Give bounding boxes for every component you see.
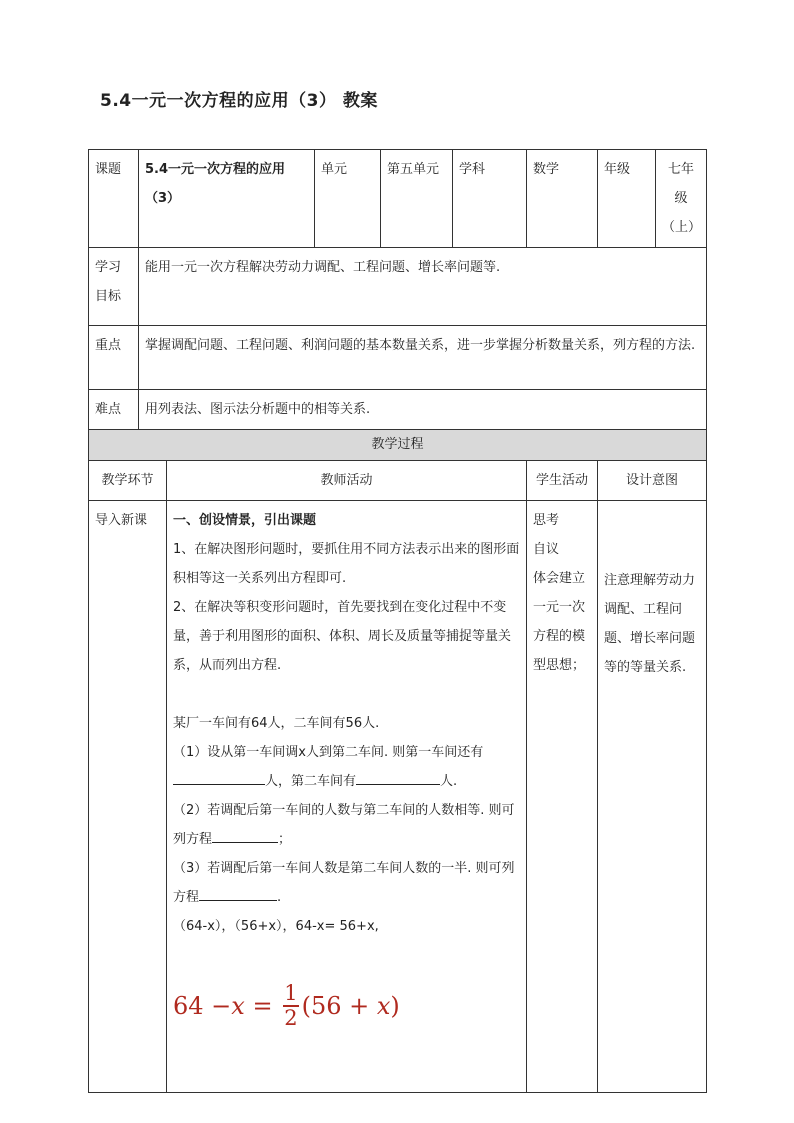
info-row	[89, 150, 707, 248]
goal-label	[89, 248, 139, 326]
design-text: 注意理解劳动力调配、工程问题、增长率问题等的等量关系.	[604, 573, 696, 675]
q2-end: ；	[278, 832, 292, 847]
difficulty-text: 用列表法、图示法分析题中的相等关系.	[139, 390, 707, 430]
document-title: 5.4一元一次方程的应用（3） 教案	[100, 91, 378, 111]
process-band: 教学过程	[89, 430, 707, 461]
process-band-row	[89, 430, 707, 461]
column-header-row	[89, 461, 707, 501]
q3-text: （3）若调配后第一车间人数是第二车间人数的一半. 则可列方程	[173, 861, 515, 905]
topic-value: 5.4一元一次方程的应用（3）	[139, 150, 315, 248]
formula-eq: =	[244, 992, 281, 1020]
col-teacher-header: 教师活动	[167, 461, 527, 501]
blank-1[interactable]	[173, 770, 265, 785]
unit-label: 单元	[315, 150, 381, 248]
subject-value: 数学	[527, 150, 598, 248]
col-stage-header: 教学环节	[89, 461, 167, 501]
teacher-p1: 1、在解决图形问题时，要抓住用不同方法表示出来的图形面积相等这一关系列出方程即可.	[173, 542, 520, 586]
q2-text: （2）若调配后第一车间的人数与第二车间的人数相等. 则可列方程	[173, 803, 515, 847]
formula-var: x	[231, 992, 245, 1020]
difficulty-label: 难点	[89, 390, 139, 430]
goal-text: 能用一元一次方程解决劳动力调配、工程问题、增长率问题等.	[139, 248, 707, 326]
difficulty-row	[89, 390, 707, 430]
student-line-1: 思考	[533, 513, 560, 528]
blank-2[interactable]	[356, 770, 440, 785]
q3-end: .	[277, 890, 282, 905]
q1b-mid: 人，第二车间有	[265, 774, 357, 789]
topic-label: 课题	[89, 150, 139, 248]
key-points-label: 重点	[89, 326, 139, 390]
goal-label-line2: 目标	[95, 289, 122, 304]
teacher-activity-cell	[167, 501, 527, 1093]
teacher-p2: 2、在解决等积变形问题时，首先要找到在变化过程中不变量，善于利用图形的面积、体积、周长及质量等捕捉等量关系，从而列出方程.	[173, 600, 512, 673]
key-points-text: 掌握调配问题、工程问题、利润问题的基本数量关系，进一步掌握分析数量关系，列方程的方法.	[139, 326, 707, 390]
blank-4[interactable]	[199, 886, 277, 901]
fraction-numerator: 1	[284, 981, 298, 1005]
subject-label: 学科	[453, 150, 527, 248]
formula-right-open: (56 +	[301, 992, 377, 1020]
grade-label: 年级	[598, 150, 656, 248]
question-1a: （1）设从第一车间调x人到第二车间. 则第一车间还有	[173, 745, 484, 760]
blank-3[interactable]	[212, 828, 278, 843]
question-2	[173, 796, 520, 854]
student-line-2: 自议	[533, 542, 560, 557]
lesson-plan-table	[88, 149, 707, 1093]
lesson-row-intro	[89, 501, 707, 1093]
design-intent-cell	[598, 501, 707, 1093]
fraction-denominator: 2	[284, 1006, 298, 1030]
col-design-header: 设计意图	[598, 461, 707, 501]
equation-formula	[173, 983, 520, 1029]
formula-right-close: )	[390, 992, 400, 1020]
teacher-heading: 一、创设情景，引出课题	[173, 513, 317, 528]
goal-row	[89, 248, 707, 326]
formula-right-var: x	[376, 992, 391, 1020]
question-3	[173, 854, 520, 912]
question-1b	[173, 767, 520, 796]
student-activity-cell	[527, 501, 598, 1093]
goal-label-line1: 学习	[95, 260, 122, 275]
col-student-header: 学生活动	[527, 461, 598, 501]
formula-fraction	[282, 983, 299, 1029]
q1b-end: 人.	[440, 774, 458, 789]
grade-value: 七年级（上）	[656, 150, 707, 248]
student-line-3: 体会建立一元一次方程的模型思想；	[533, 571, 586, 673]
unit-value: 第五单元	[381, 150, 453, 248]
stage-cell: 导入新课	[89, 501, 167, 1093]
key-points-row	[89, 326, 707, 390]
formula-left: 64 −	[173, 992, 232, 1020]
answer-line: （64-x），（56+x），64-x= 56+x,	[173, 919, 379, 934]
teacher-p3: 某厂一车间有64人，二车间有56人.	[173, 716, 380, 731]
